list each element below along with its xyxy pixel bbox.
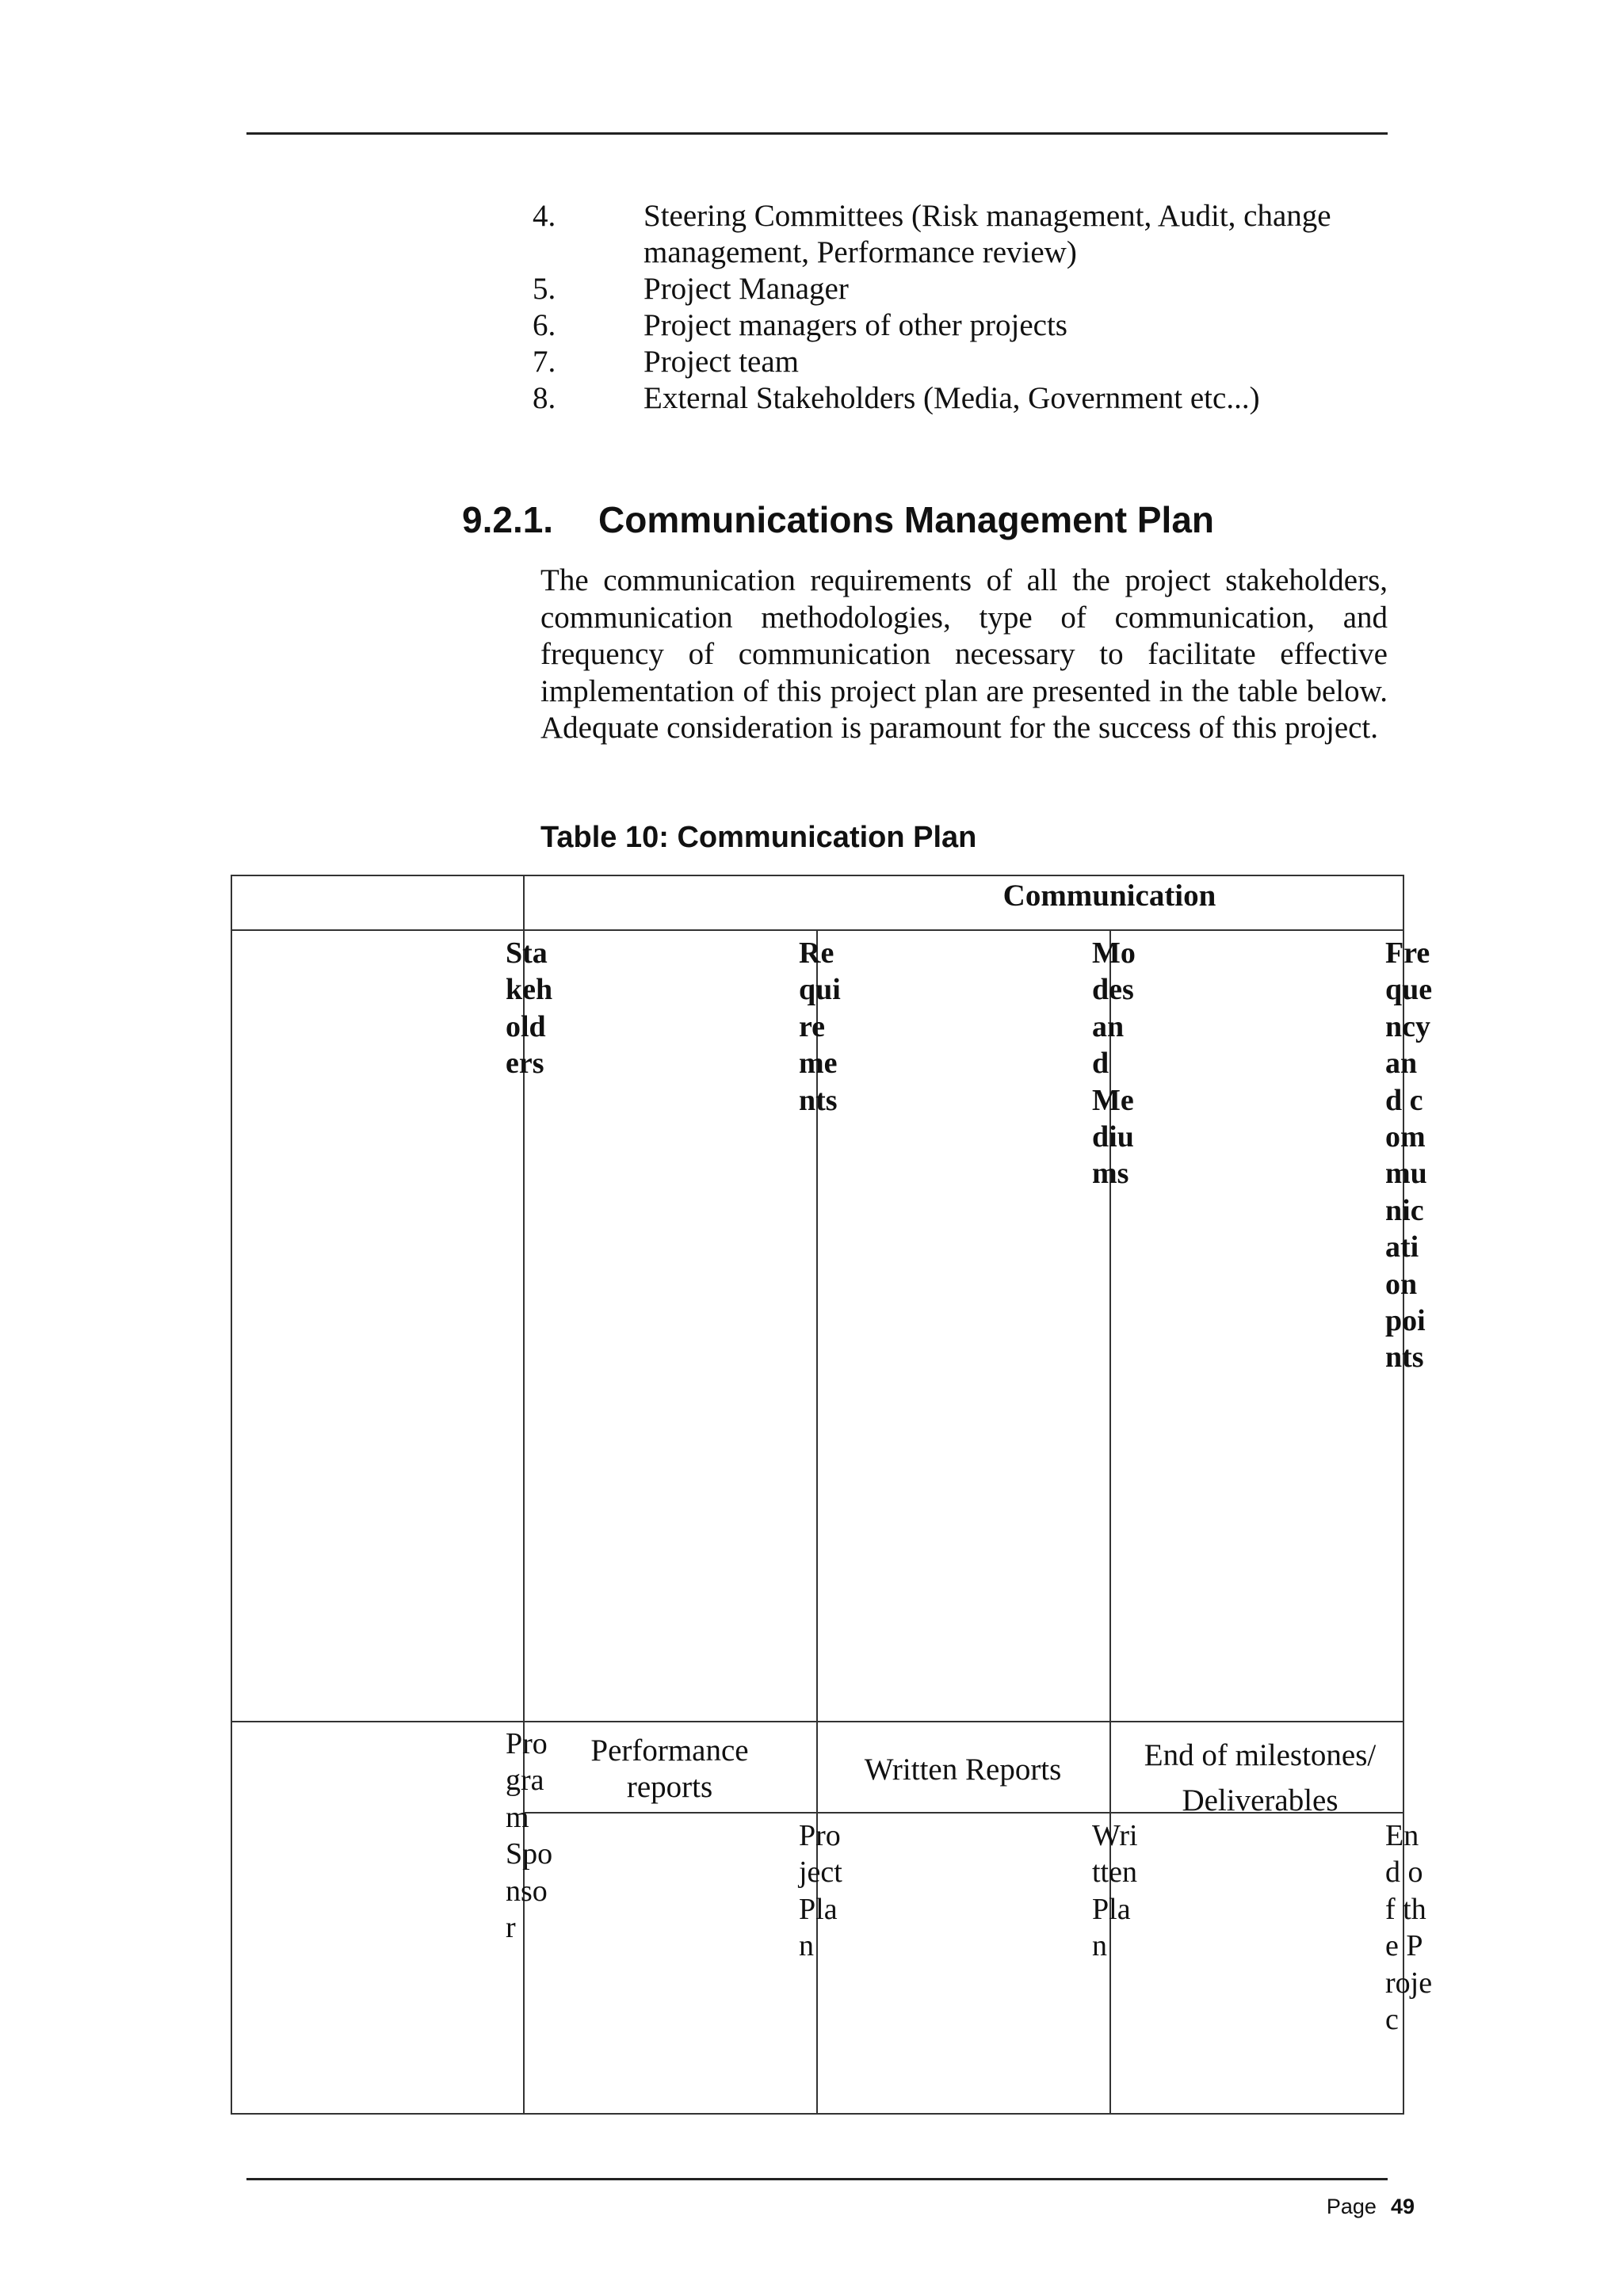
- column-header-frequency: Frequency and communication points: [1385, 936, 1433, 1375]
- frequency-cell: End of milestones/ Deliverables: [1144, 1738, 1377, 1817]
- list-item-number: 7.: [533, 345, 556, 379]
- group-header-communication: Communication: [1002, 879, 1216, 913]
- list-item: [533, 344, 1388, 380]
- column-header-requirements: Requirements: [799, 936, 841, 1117]
- list-item-text: External Stakeholders (Media, Government etc...): [643, 381, 1260, 415]
- column-header-modes-and-mediums: Modes and Mediums: [1092, 936, 1136, 1191]
- list-item-number: 4.: [533, 199, 556, 233]
- list-item-text: Project Manager: [643, 272, 849, 306]
- stakeholder-cell: Program Sponsor: [506, 1727, 553, 1945]
- section-heading: [462, 498, 1214, 542]
- page-label: Page: [1326, 2195, 1377, 2218]
- sub-mode-cell: Written Plan: [1092, 1819, 1138, 1963]
- list-item-number: 6.: [533, 308, 556, 342]
- page-footer: [1327, 2195, 1415, 2219]
- list-item: [533, 380, 1388, 417]
- list-item: [533, 198, 1388, 271]
- list-item-number: 5.: [533, 272, 556, 306]
- table-caption: Table 10: Communication Plan: [540, 821, 977, 854]
- requirement-cell: Performance reports: [590, 1733, 749, 1804]
- mode-cell: Written Reports: [864, 1753, 1062, 1787]
- column-header-stakeholders: Stakeholders: [506, 936, 553, 1081]
- sub-frequency-cell: End of the Projec: [1385, 1819, 1433, 2037]
- list-item: [533, 271, 1388, 307]
- footer-rule: [246, 2178, 1388, 2180]
- list-item-number: 8.: [533, 381, 556, 415]
- header-rule: [246, 132, 1388, 135]
- table-border-top: [231, 875, 1404, 876]
- intro-paragraph: The communication requirements of all the project stakeholders, communication methodologies, type of communication, and frequency of communication necessary to facilitate effective implementation of this project plan are presented in the table below. Adequate consideration is paramount for the success of this project.: [540, 563, 1388, 745]
- list-item: [533, 307, 1388, 344]
- page-number: 49: [1390, 2195, 1415, 2218]
- list-item-text: Steering Committees (Risk management, Audit, change management, Performance review): [643, 199, 1331, 269]
- stakeholder-list: [533, 198, 1388, 417]
- sub-requirement-cell: Project Plan: [799, 1819, 842, 1963]
- section-title: Communications Management Plan: [598, 499, 1215, 540]
- section-number: 9.2.1.: [462, 499, 554, 540]
- list-item-text: Project team: [643, 345, 800, 379]
- list-item-text: Project managers of other projects: [643, 308, 1067, 342]
- table-border-left: [231, 875, 232, 2115]
